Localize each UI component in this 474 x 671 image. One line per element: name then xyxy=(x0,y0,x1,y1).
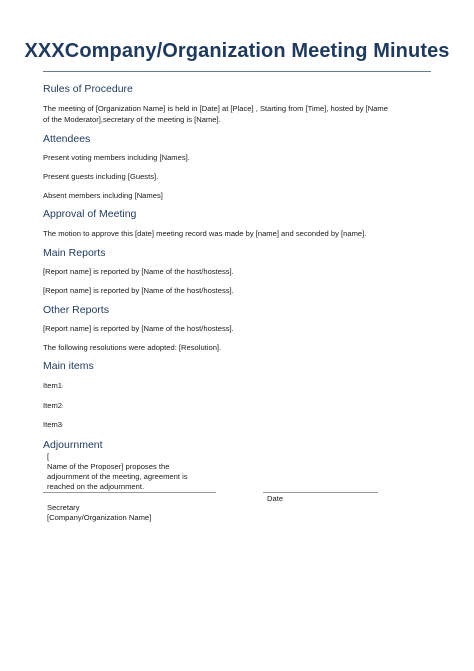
attendees-absent: Absent members including [Names] xyxy=(43,191,163,200)
main-item-1 xyxy=(43,380,435,393)
section-heading-rules: Rules of Procedure xyxy=(43,83,133,95)
organization-name: [Company/Organization Name] xyxy=(47,513,152,522)
approval-text: The motion to approve this [date] meeting record was made by [name] and seconded by [name]. xyxy=(43,229,367,238)
resolutions-text: The following resolutions were adopted: [Resolution]. xyxy=(43,343,222,352)
item-3-suffix: : xyxy=(62,423,64,429)
main-item-3 xyxy=(43,419,435,432)
page-title: XXXCompany/Organization Meeting Minutes xyxy=(24,40,450,62)
adjournment-line-3: reached on the adjournment. xyxy=(47,482,145,491)
main-report-2: [Report name] is reported by [Name of the host/hostess]. xyxy=(43,286,234,295)
section-heading-adjournment: Adjournment xyxy=(43,439,103,451)
main-item-2 xyxy=(43,400,435,413)
adjournment-proposal xyxy=(47,452,215,492)
item-2-label: Item2 xyxy=(43,401,62,410)
adjournment-line-2: adjournment of the meeting, agreement is xyxy=(47,472,188,481)
section-heading-main-items: Main items xyxy=(43,360,94,372)
adjournment-line-1: Name of the Proposer] proposes the xyxy=(47,462,170,471)
adjournment-bracket: [ xyxy=(47,452,50,461)
main-report-1: [Report name] is reported by [Name of the host/hostess]. xyxy=(43,267,234,276)
rules-text-line-1: The meeting of [Organization Name] is held in [Date] at [Place] , Starting from [Time], hosted by [Name xyxy=(43,104,388,113)
section-heading-other-reports: Other Reports xyxy=(43,304,109,316)
date-label: Date xyxy=(267,494,284,503)
secretary-block xyxy=(47,503,215,523)
item-1-suffix: : xyxy=(62,384,64,390)
item-2-suffix: : xyxy=(62,404,64,410)
section-heading-main-reports: Main Reports xyxy=(43,247,106,259)
other-report-1: [Report name] is reported by [Name of the host/hostess]. xyxy=(43,324,234,333)
attendees-voting: Present voting members including [Names]. xyxy=(43,153,190,162)
item-3-label: Item3 xyxy=(43,420,62,429)
proposer-signature-line xyxy=(43,492,216,493)
section-heading-attendees: Attendees xyxy=(43,133,91,145)
attendees-guests: Present guests including [Guests]. xyxy=(43,172,159,181)
item-1-label: Item1 xyxy=(43,381,62,390)
secretary-label: Secretary xyxy=(47,503,80,512)
title-divider xyxy=(43,71,431,72)
section-heading-approval: Approval of Meeting xyxy=(43,208,137,220)
rules-text-line-2: of the Moderator],secretary of the meeting is [Name]. xyxy=(43,115,221,124)
